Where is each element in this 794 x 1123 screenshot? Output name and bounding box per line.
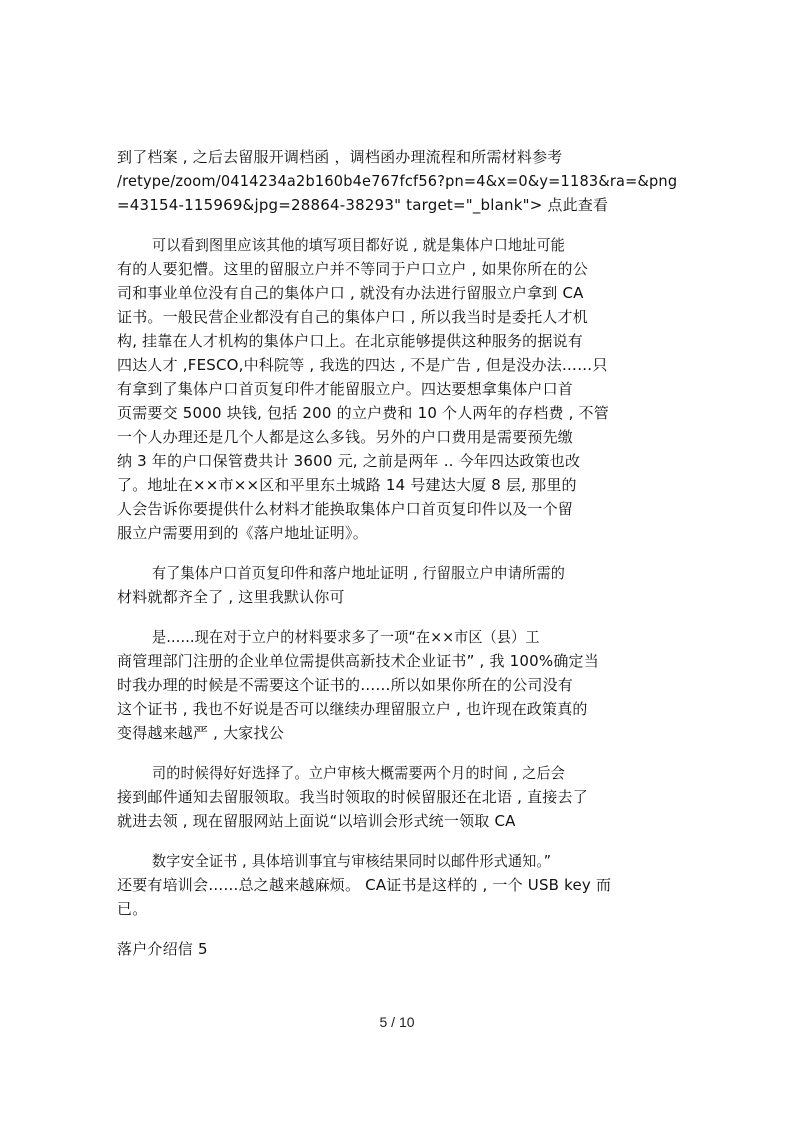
paragraph-4-line-5: 变得越来越严 , 大家找公	[117, 724, 284, 742]
paragraph-2-line-11: 了。地址在××市××区和平里东土城路 14 号建达大厦 8 层, 那里的	[117, 476, 577, 494]
paragraph-2-line-8: 页需要交 5000 块钱, 包括 200 的立户费和 10 个人两年的存档费 , 不管	[117, 404, 609, 422]
paragraph-3-line-1: 有了集体户口首页复印件和落户地址证明 , 行留服立户申请所需的	[152, 564, 565, 582]
paragraph-1-line-2: /retype/zoom/0414234a2b160b4e767fcf56?pn=4&x=0&y=1183&ra=&png	[117, 172, 678, 190]
page-number: 5 / 10	[379, 1014, 415, 1030]
paragraph-2-line-5: 构, 挂靠在人才机构的集体户口上。在北京能够提供这种服务的据说有	[117, 332, 583, 350]
paragraph-2-line-13: 服立户需要用到的《落户地址证明》。	[117, 524, 368, 542]
paragraph-2-line-3: 司和事业单位没有自己的集体户口 , 就没有办法进行留服立户拿到 CA	[117, 284, 584, 302]
paragraph-2-line-2: 有的人要犯懵。这里的留服立户并不等同于户口立户 , 如果你所在的公	[117, 260, 588, 278]
paragraph-2-line-4: 证书。一般民营企业都没有自己的集体户口 , 所以我当时是委托人才机	[117, 308, 588, 326]
paragraph-2-line-7: 有拿到了集体户口首页复印件才能留服立户。四达要想拿集体户口首	[117, 380, 574, 398]
paragraph-4-line-2: 商管理部门注册的企业单位需提供高新技术企业证书” , 我 100%确定当	[117, 652, 599, 670]
paragraph-1-line-1: 到了档案 , 之后去留服开调档函 ，调档函办理流程和所需材料参考	[117, 148, 563, 166]
paragraph-4-line-3: 时我办理的时候是不需要这个证书的……所以如果你所在的公司没有	[117, 676, 574, 694]
paragraph-3-line-2: 材料就都齐全了 , 这里我默认你可	[117, 588, 345, 606]
paragraph-5-line-3: 就进去领 , 现在留服网站上面说“以培训会形式统一领取 CA	[117, 812, 516, 830]
paragraph-6-line-2: 还要有培训会……总之越来越麻烦。 CA证书是这样的 , 一个 USB key 而	[117, 876, 612, 894]
paragraph-2-line-1: 可以看到图里应该其他的填写项目都好说 , 就是集体户口地址可能	[152, 236, 565, 254]
paragraph-1-line-3: =43154-115969&jpg=28864-38293" target="_blank"> 点此查看	[117, 196, 609, 214]
section-heading: 落户介绍信 5	[117, 940, 208, 958]
paragraph-5-line-1: 司的时候得好好选择了。立户审核大概需要两个月的时间 , 之后会	[152, 764, 565, 782]
paragraph-2-line-9: 一个人办理还是几个人都是这么多钱。另外的户口费用是需要预先缴	[117, 428, 574, 446]
paragraph-4-line-4: 这个证书 , 我也不好说是否可以继续办理留服立户 , 也许现在政策真的	[117, 700, 588, 718]
paragraph-2-line-6: 四达人才 ,FESCO,中科院等 , 我选的四达 , 不是广告 , 但是没办法……只	[117, 356, 608, 374]
paragraph-4-line-1: 是……现在对于立户的材料要求多了一项“在××市区（县）工	[152, 628, 540, 646]
paragraph-6-line-3: 已。	[117, 900, 148, 918]
paragraph-2-line-10: 纳 3 年的户口保管费共计 3600 元, 之前是两年 .. 今年四达政策也改	[117, 452, 581, 470]
paragraph-2-line-12: 人会告诉你要提供什么材料才能换取集体户口首页复印件以及一个留	[117, 500, 574, 518]
paragraph-6-line-1: 数字安全证书 , 具体培训事宜与审核结果同时以邮件形式通知。”	[152, 852, 552, 870]
paragraph-5-line-2: 接到邮件通知去留服领取。我当时领取的时候留服还在北语 , 直接去了	[117, 788, 588, 806]
